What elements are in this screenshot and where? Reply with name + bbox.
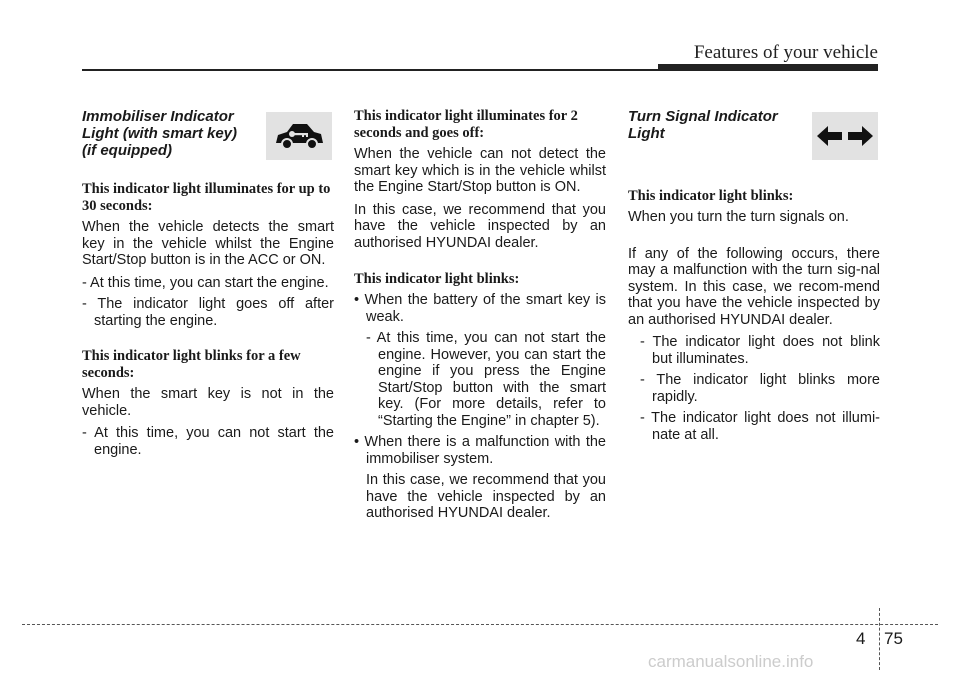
paragraph: If any of the following occurs, there may a malfunction with the turn sig-nal system. In this case, we recom-mend that you have the vehicle inspected by an authorised HYUNDAI dealer.: [628, 245, 880, 328]
paragraph: When the smart key is not in the vehicle.: [82, 386, 334, 419]
bullet-item: • When the battery of the smart key is weak.: [354, 292, 606, 325]
section-title-line: Immobiliser Indicator: [82, 108, 234, 125]
dash-item: - At this time, you can not start the engine. However, you can start the engine if you press the Engine Start/Stop button with the smart key. (For more details, refer to “Starting the Engine” in chapter 5).: [366, 330, 606, 429]
dash-item: - The indicator light goes off after starting the engine.: [82, 296, 334, 329]
subheading: This indicator light blinks for a few seconds:: [82, 348, 301, 381]
paragraph: In this case, we recommend that you have the vehicle inspected by an authorised HYUNDAI dealer.: [354, 201, 606, 251]
subheading: This indicator light illuminates for 2 seconds and goes off:: [354, 108, 578, 141]
car-key-icon: [266, 112, 332, 160]
column-immobiliser: [82, 108, 334, 463]
dash-item: - The indicator light does not blink but illuminates.: [640, 334, 880, 367]
column-immobiliser-cont: [354, 108, 606, 527]
paragraph: When the vehicle can not detect the smart key which is in the vehicle whilst the Engine Start/Stop button is ON.: [354, 146, 606, 195]
dash-item: - At this time, you can not start the engine.: [82, 425, 334, 458]
footer-dashed-rule: [22, 624, 938, 625]
chapter-number: 4: [856, 629, 866, 648]
dash-item: - The indicator light does not illumi-nate at all.: [640, 410, 880, 443]
paragraph: When you turn the turn signals on.: [628, 209, 849, 225]
subheading: This indicator light blinks:: [628, 188, 794, 204]
page-number: 75: [884, 629, 903, 648]
dash-item: - The indicator light blinks more rapidly.: [640, 372, 880, 405]
dash-item: - At this time, you can start the engine.: [82, 274, 329, 291]
footer-page-divider: [879, 608, 880, 670]
page-header-title: Features of your vehicle: [693, 42, 878, 63]
section-title-line: Turn Signal Indicator: [628, 108, 778, 125]
turn-signal-arrows-icon: [812, 112, 878, 160]
header-rule-accent: [658, 64, 878, 70]
section-title-line: Light: [628, 125, 665, 142]
subheading: This indicator light illuminates for up to 30 seconds:: [82, 181, 331, 214]
section-title-line: (if equipped): [82, 142, 172, 159]
watermark: carmanualsonline.info: [648, 652, 814, 671]
paragraph: In this case, we recommend that you have the vehicle inspected by an authorised HYUNDAI dealer.: [366, 472, 606, 521]
bullet-item: • When there is a malfunction with the immobiliser system.: [354, 434, 606, 467]
subheading: This indicator light blinks:: [354, 271, 520, 287]
section-title-line: Light (with smart key): [82, 125, 238, 142]
paragraph: When the vehicle detects the smart key in the vehicle whilst the Engine Start/Stop button is in the ACC or ON.: [82, 219, 334, 268]
